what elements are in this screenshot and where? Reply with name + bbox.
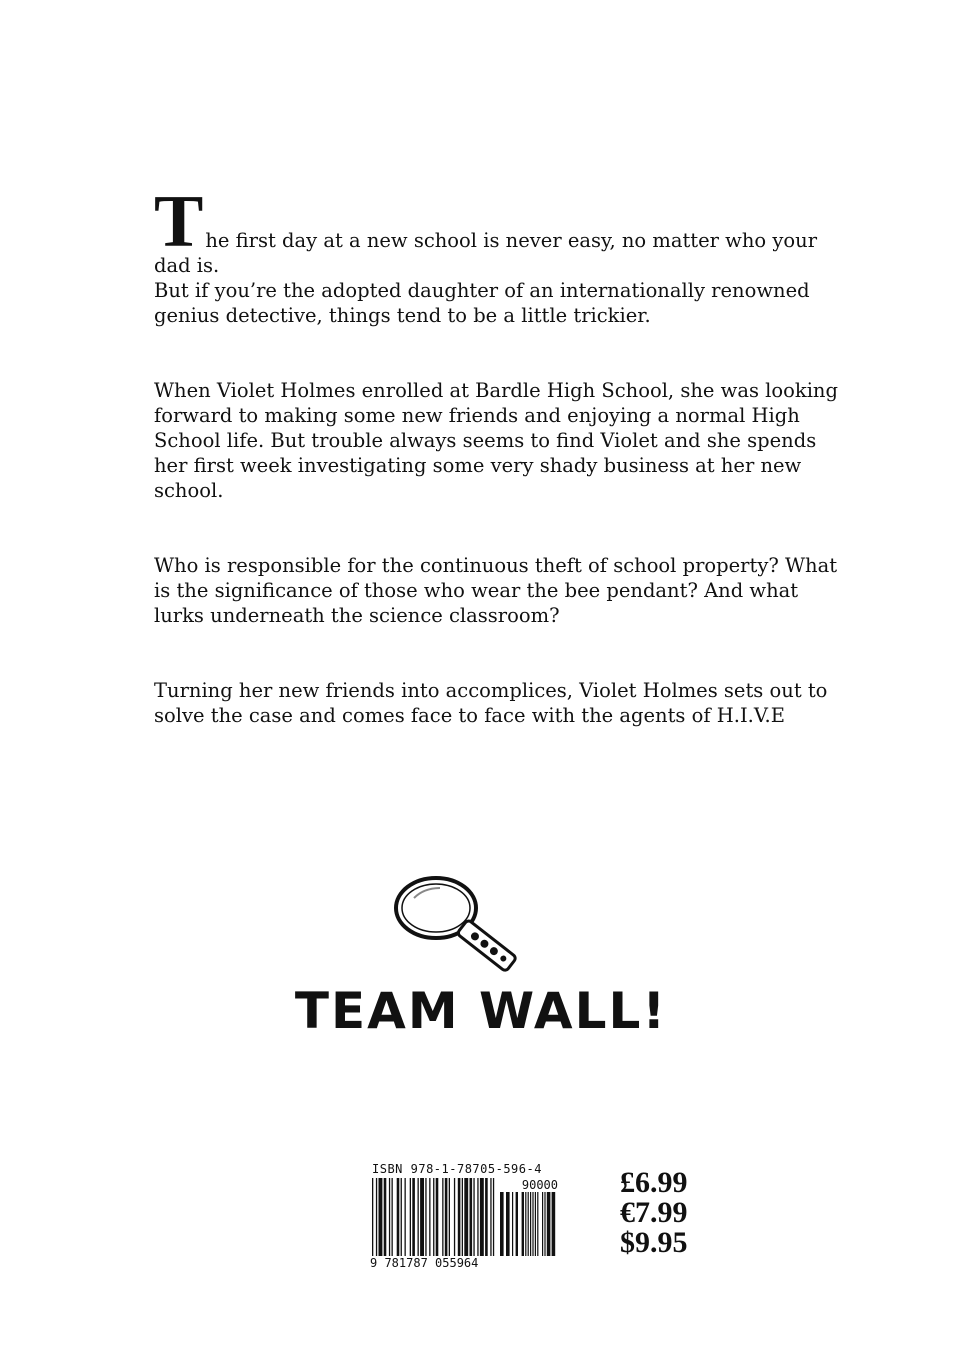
- blurb-paragraph-1-rest: But if you’re the adopted daughter of an internationally renowned genius detective, things tend to be a little trickier.: [154, 279, 810, 327]
- team-wall-logo-text: TEAM WALL!: [294, 982, 668, 1040]
- blurb-paragraph-4: Turning her new friends into accomplices, Violet Holmes sets out to solve the case and comes face to face with the agents of H.I.V.E: [154, 679, 828, 727]
- barcode-addon-digits: 90000: [521, 1178, 558, 1192]
- price-eur: €7.99: [620, 1196, 688, 1229]
- blurb-paragraph-3: Who is responsible for the continuous theft of school property? What is the significance of those who wear the bee pendant? And what lurks underneath the science classroom?: [154, 554, 838, 627]
- magnifying-glass-icon: [386, 870, 526, 980]
- blurb-paragraph-1-first-line: he first day at a new school is never easy, no matter who your dad is.: [154, 229, 818, 277]
- price-usd: $9.95: [620, 1226, 688, 1259]
- drop-cap: T: [154, 181, 204, 263]
- back-cover-blurb: [154, 181, 854, 778]
- isbn-number: ISBN 978-1-78705-596-4: [372, 1162, 542, 1176]
- price-gbp: £6.99: [620, 1166, 688, 1199]
- blurb-paragraph-1: [154, 181, 854, 328]
- price-list: [620, 1168, 688, 1258]
- ean-digits: 9 781787 055964: [370, 1256, 479, 1270]
- blurb-paragraph-2: When Violet Holmes enrolled at Bardle High School, she was looking forward to making some new friends and enjoying a normal High School life. But trouble always seems to find Violet and she spends her first week investigating some very shady business at her new school.: [154, 379, 838, 502]
- isbn-barcode: [366, 1160, 562, 1276]
